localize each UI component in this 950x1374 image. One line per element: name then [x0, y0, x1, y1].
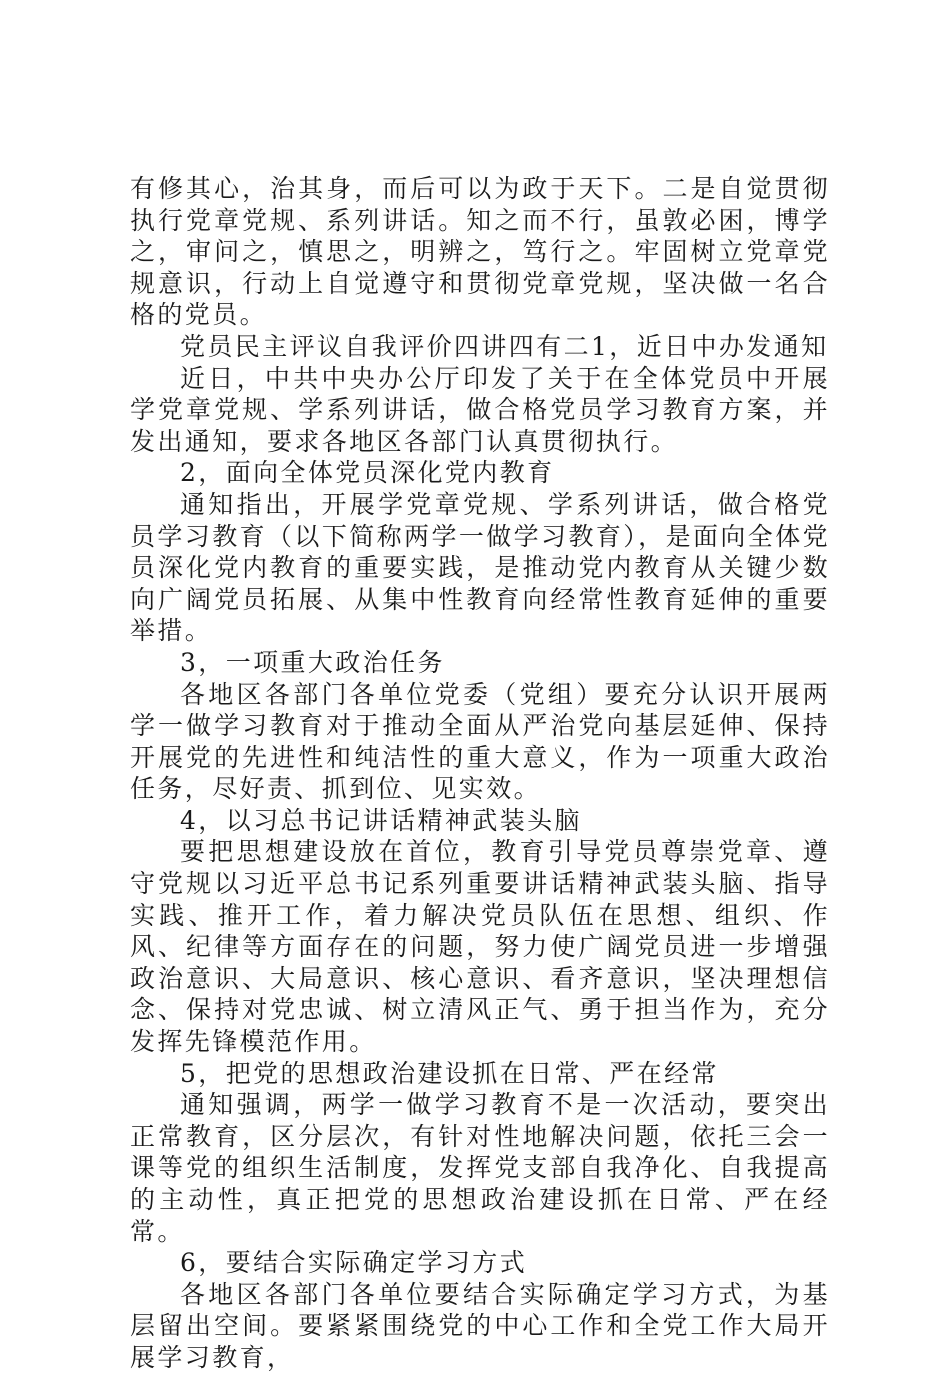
paragraph-4: 要把思想建设放在首位，教育引导党员尊崇党章、遵守党规以习近平总书记系列重要讲话精神武装头脑、指导实践、推开工作，着力解决党员队伍在思想、组织、作风、纪律等方面存在的问题，努力使广阔党员进一步增强政治意识、大局意识、核心意识、看齐意识，坚决理想信念、保持对党忠诚、树立清风正气、勇于担当作为，充分发挥先锋模范作用。	[130, 837, 830, 1057]
paragraph-3: 各地区各部门各单位党委（党组）要充分认识开展两学一做学习教育对于推动全面从严治党向基层延伸、保持开展党的先进性和纯洁性的重大意义，作为一项重大政治任务，尽好责、抓到位、见实效。	[130, 679, 830, 804]
paragraph-2: 通知指出，开展学党章党规、学系列讲话，做合格党员学习教育（以下简称两学一做学习教育），是面向全体党员深化党内教育的重要实践，是推动党内教育从关键少数向广阔党员拓展、从集中性教育向经常性教育延伸的重要举措。	[130, 489, 830, 646]
paragraph-1: 近日，中共中央办公厅印发了关于在全体党员中开展学党章党规、学系列讲话，做合格党员学习教育方案，并发出通知，要求各地区各部门认真贯彻执行。	[130, 363, 830, 456]
paragraph-6: 各地区各部门各单位要结合实际确定学习方式，为基层留出空间。要紧紧围绕党的中心工作和全党工作大局开展学习教育，	[130, 1279, 830, 1372]
paragraph-5: 通知强调，两学一做学习教育不是一次活动，要突出正常教育，区分层次，有针对性地解决问题，依托三会一课等党的组织生活制度，发挥党支部自我净化、自我提高的主动性，真正把党的思想政治建设抓在日常、严在经常。	[130, 1090, 830, 1246]
section-heading-5: 5，把党的思想政治建设抓在日常、严在经常	[180, 1058, 719, 1088]
section-heading-6: 6，要结合实际确定学习方式	[180, 1248, 528, 1278]
section-heading-1: 党员民主评议自我评价四讲四有二1，近日中办发通知	[180, 331, 829, 361]
paragraph-intro: 有修其心，治其身，而后可以为政于天下。二是自觉贯彻执行党章党规、系列讲话。知之而不行，虽敦必困，博学之，审问之，慎思之，明辨之，笃行之。牢固树立党章党规意识，行动上自觉遵守和贯彻党章党规，坚决做一名合格的党员。	[130, 174, 830, 330]
document-body	[130, 173, 830, 1374]
section-heading-2: 2，面向全体党员深化党内教育	[180, 458, 555, 488]
section-heading-3: 3，一项重大政治任务	[180, 647, 445, 677]
section-heading-4: 4，以习总书记讲话精神武装头脑	[180, 805, 582, 835]
